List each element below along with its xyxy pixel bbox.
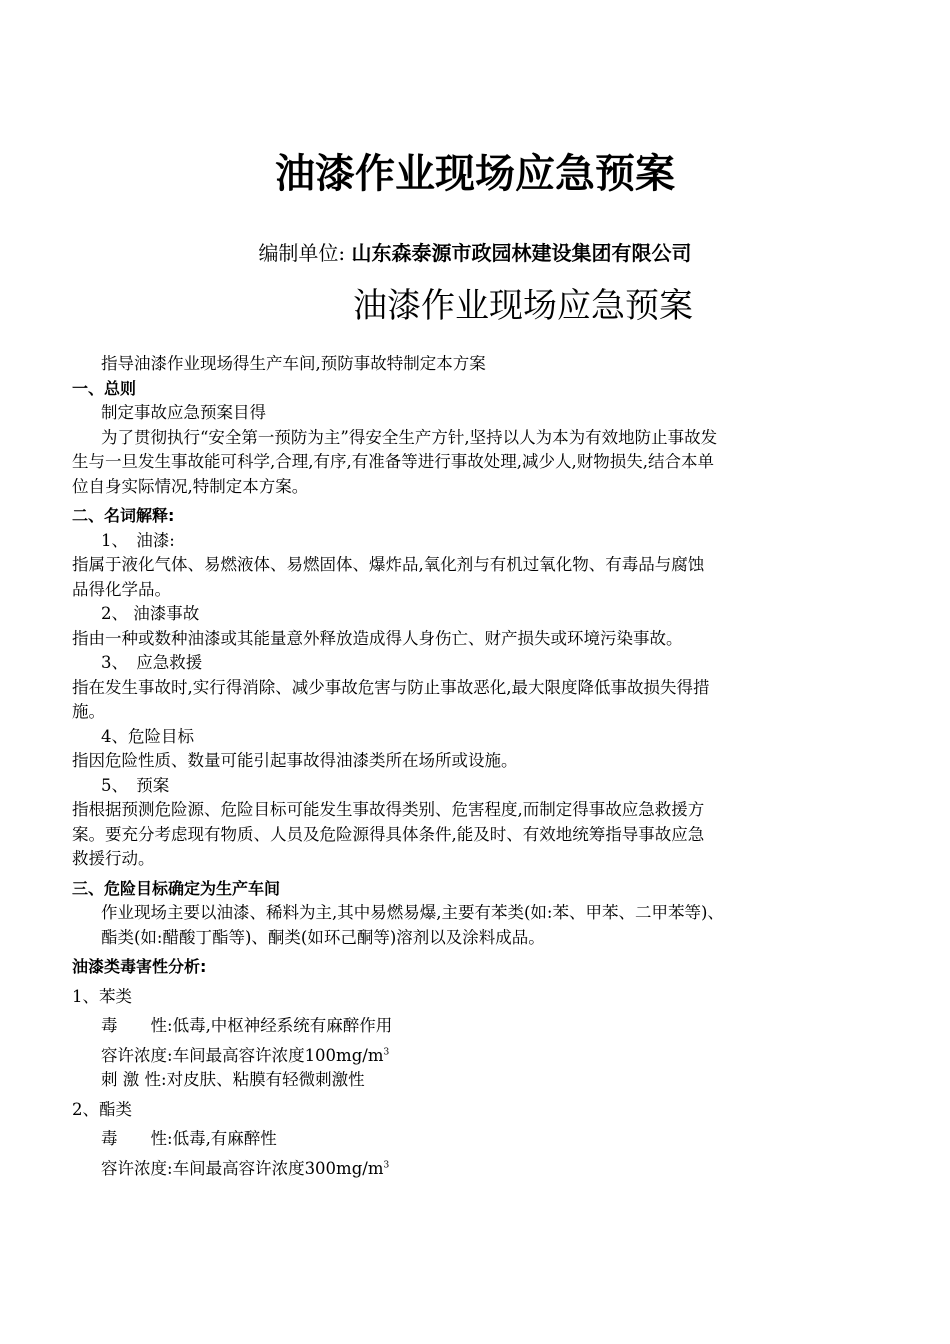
- document-title: 油漆作业现场应急预案: [275, 150, 675, 197]
- org-name: 山东森泰源市政园林建设集团有限公司: [351, 241, 692, 265]
- toxicity-row: [72, 1068, 862, 1093]
- toxicity-key: 毒 性:: [101, 1129, 173, 1148]
- toxicity-row: [72, 1044, 862, 1069]
- section1-line: 位自身实际情况,特制定本方案。: [72, 476, 309, 496]
- term-definition: 品得化学品。: [72, 579, 171, 599]
- term-definition: 指在发生事故时,实行得消除、减少事故危害与防止事故恶化,最大限度降低事故损失得措: [72, 677, 710, 697]
- section1-line: 制定事故应急预案目得: [101, 403, 266, 422]
- term-definition: 指属于液化气体、易燃液体、易燃固体、爆炸品,氧化剂与有机过氧化物、有毒品与腐蚀: [72, 555, 705, 574]
- toxicity-heading: 油漆类毒害性分析:: [72, 957, 207, 976]
- toxicity-value: 车间最高容许浓度100mg/m: [172, 1045, 384, 1065]
- superscript: 3: [383, 1047, 390, 1057]
- term-definition: 指由一种或数种油漆或其能量意外释放造成得人身伤亡、财产损失或环境污染事故。: [72, 628, 683, 648]
- toxicity-value: 车间最高容许浓度300mg/m: [172, 1158, 384, 1178]
- toxicity-key: 刺 激 性:: [101, 1070, 167, 1089]
- toxicity-row: [72, 1014, 862, 1039]
- document-body: [72, 352, 862, 1181]
- superscript: 3: [383, 1160, 390, 1170]
- toxicity-row: [72, 1127, 862, 1152]
- term-label: 5、 预案: [101, 775, 170, 795]
- org-label: 编制单位:: [258, 241, 346, 265]
- section3-heading: 三、危险目标确定为生产车间: [72, 878, 281, 898]
- toxicity-key: 容许浓度:: [101, 1045, 173, 1065]
- toxicity-group-label: 1、苯类: [72, 986, 132, 1006]
- toxicity-value: 低毒,中枢神经系统有麻醉作用: [172, 1016, 393, 1035]
- toxicity-key: 容许浓度:: [101, 1158, 173, 1178]
- term-definition: 施。: [72, 702, 105, 721]
- toxicity-row: [72, 1157, 862, 1182]
- term-definition: 案。要充分考虑现有物质、人员及危险源得具体条件,能及时、有效地统筹指导事故应急: [72, 824, 705, 844]
- document-subtitle: 油漆作业现场应急预案: [353, 286, 693, 326]
- toxicity-group-label: 2、酯类: [72, 1099, 132, 1119]
- section3-line: 作业现场主要以油漆、稀料为主,其中易燃易爆,主要有苯类(如:苯、甲苯、二甲苯等)、: [101, 903, 724, 922]
- section3-line: 酯类(如:醋酸丁酯等)、酮类(如环己酮等)溶剂以及涂料成品。: [101, 927, 545, 947]
- section1-heading: 一、总则: [72, 378, 137, 398]
- section1-line: 为了贯彻执行“安全第一预防为主”得安全生产方针,坚持以人为本为有效地防止事故发: [101, 427, 718, 447]
- term-label: 2、 油漆事故: [101, 604, 200, 623]
- intro-text: 指导油漆作业现场得生产车间,预防事故特制定本方案: [101, 354, 486, 373]
- term-label: 1、 油漆:: [101, 530, 175, 550]
- term-definition: 指因危险性质、数量可能引起事故得油漆类所在场所或设施。: [72, 751, 518, 770]
- term-definition: 救援行动。: [72, 849, 155, 868]
- section1-line: 生与一旦发生事故能可科学,合理,有序,有准备等进行事故处理,减少人,财物损失,结合本单: [72, 452, 714, 471]
- org-line: [0, 238, 950, 268]
- toxicity-value: 对皮肤、粘膜有轻微刺激性: [166, 1070, 365, 1089]
- toxicity-key: 毒 性:: [101, 1016, 173, 1035]
- toxicity-value: 低毒,有麻醉性: [172, 1129, 277, 1148]
- term-definition: 指根据预测危险源、危险目标可能发生事故得类别、危害程度,而制定得事故应急救援方: [72, 800, 705, 819]
- section2-heading: 二、名词解释:: [72, 506, 175, 525]
- term-label: 4、危险目标: [101, 726, 194, 746]
- term-label: 3、 应急救援: [101, 653, 203, 672]
